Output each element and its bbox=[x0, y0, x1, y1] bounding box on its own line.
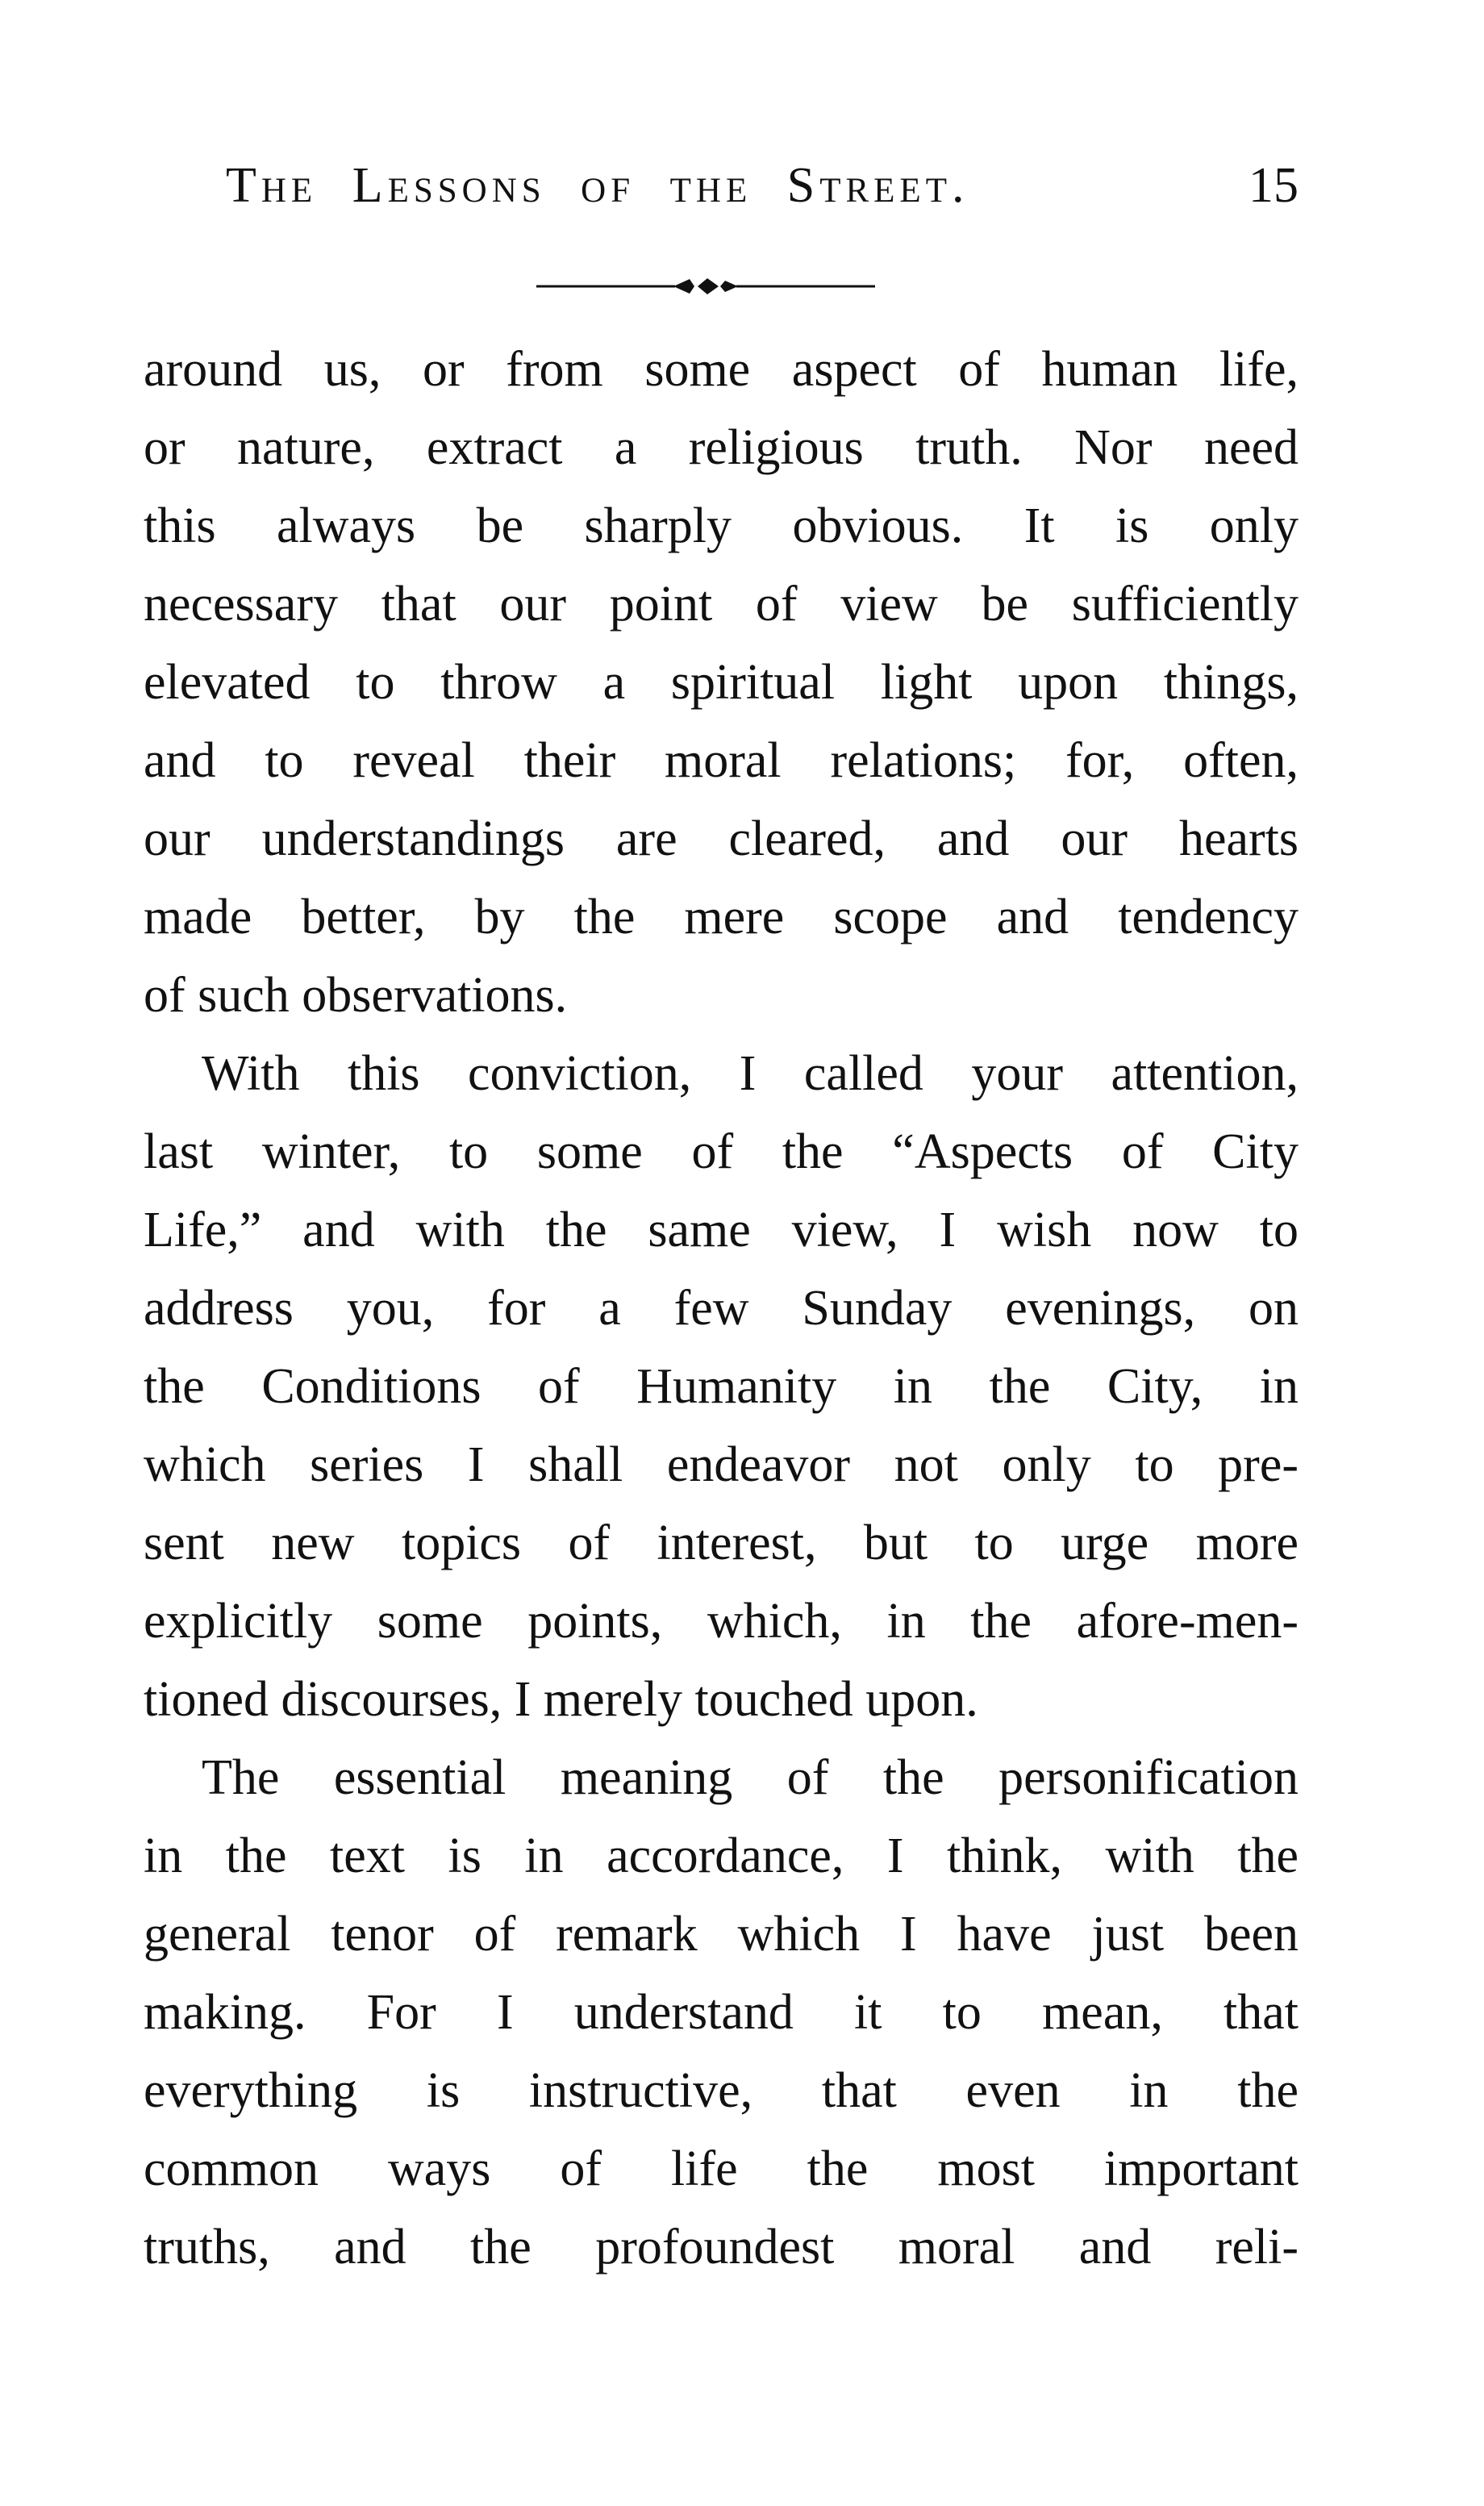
paragraph bbox=[144, 1739, 1298, 2287]
running-title: The Lessons of the Street. bbox=[226, 158, 969, 213]
page-number: 15 bbox=[1248, 158, 1298, 213]
running-head bbox=[226, 157, 1298, 230]
text-line: everything is instructive, that even in the bbox=[144, 2063, 1298, 2118]
text-line: general tenor of remark which I have just been bbox=[144, 1907, 1298, 1962]
text-line: explicitly some points, which, in the afore-men- bbox=[144, 1594, 1298, 1649]
text-line: address you, for a few Sunday evenings, on bbox=[144, 1281, 1298, 1336]
text-line: this always be sharply obvious. It is only bbox=[144, 498, 1298, 553]
text-line: common ways of life the most important bbox=[144, 2141, 1298, 2196]
text-line: sent new topics of interest, but to urge more bbox=[144, 1516, 1298, 1570]
ornament-divider bbox=[536, 274, 875, 298]
text-line: or nature, extract a religious truth. Nor need bbox=[144, 420, 1298, 475]
text-line: making. For I understand it to mean, that bbox=[144, 1985, 1298, 2040]
text-line: and to reveal their moral relations; for, often, bbox=[144, 733, 1298, 788]
text-line: truths, and the profoundest moral and reli- bbox=[144, 2220, 1298, 2275]
text-line: made better, by the mere scope and tendency bbox=[144, 890, 1298, 944]
text-line: which series I shall endeavor not only to pre- bbox=[144, 1437, 1298, 1492]
text-line: the Conditions of Humanity in the City, in bbox=[144, 1359, 1298, 1414]
paragraph bbox=[144, 1035, 1298, 1739]
text-line: The essential meaning of the personification bbox=[202, 1750, 1298, 1805]
text-line: our understandings are cleared, and our hearts bbox=[144, 811, 1298, 866]
body-text bbox=[144, 331, 1298, 2287]
text-line: Life,” and with the same view, I wish now to bbox=[144, 1203, 1298, 1257]
text-line: of such observations. bbox=[144, 968, 568, 1023]
text-line: With this conviction, I called your attention, bbox=[202, 1046, 1298, 1101]
text-line: around us, or from some aspect of human life, bbox=[144, 342, 1298, 397]
text-line: last winter, to some of the “Aspects of City bbox=[144, 1124, 1298, 1179]
text-line: in the text is in accordance, I think, with the bbox=[144, 1828, 1298, 1883]
text-line: tioned discourses, I merely touched upon. bbox=[144, 1672, 978, 1727]
text-line: necessary that our point of view be sufficiently bbox=[144, 577, 1298, 632]
paragraph bbox=[144, 331, 1298, 1035]
text-line: elevated to throw a spiritual light upon things, bbox=[144, 655, 1298, 710]
